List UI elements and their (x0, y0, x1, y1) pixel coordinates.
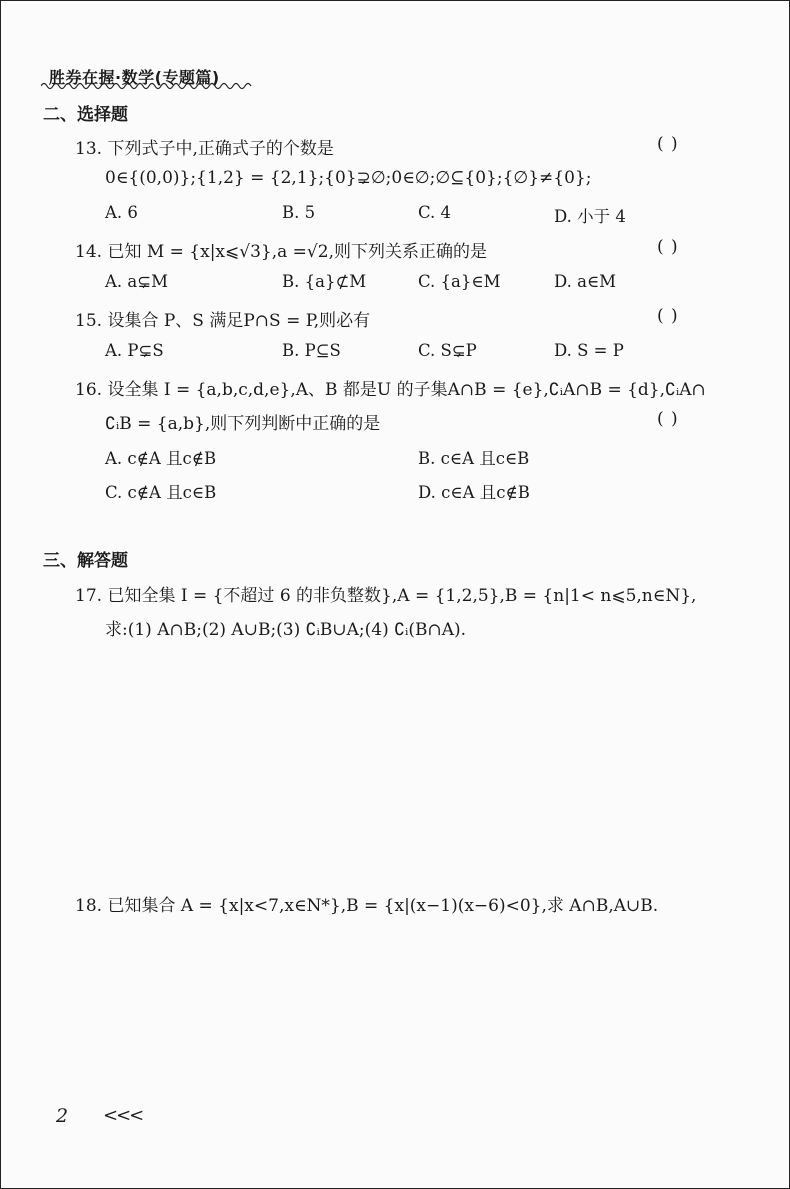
question-14-option-a: A. a⊊M (105, 272, 168, 291)
question-15-option-a: A. P⊊S (105, 341, 164, 360)
question-16-stem: 16. 设全集 I = {a,b,c,d,e},A、B 都是U 的子集A∩B = {e},∁ᵢA∩B = {d},∁ᵢA∩ (75, 380, 706, 400)
question-13-option-c: C. 4 (418, 203, 452, 222)
question-13-expressions: 0∈{(0,0)};{1,2} = {2,1};{0}⊋∅;0∈∅;∅⊆{0};{∅}≠{0}; (105, 168, 592, 188)
question-15-option-d: D. S = P (554, 341, 624, 360)
question-13-option-a: A. 6 (105, 203, 138, 222)
question-16-option-d: D. c∈A 且c∉B (418, 483, 530, 502)
question-16-option-b: B. c∈A 且c∈B (418, 449, 530, 468)
question-16-option-c: C. c∉A 且c∈B (105, 483, 217, 502)
question-14-stem: 14. 已知 M = {x|x⩽√3},a =√2,则下列关系正确的是 (75, 242, 487, 262)
question-14-option-c: C. {a}∈M (418, 272, 501, 291)
question-15-option-c: C. S⊊P (418, 341, 477, 360)
book-title: 胜券在握·数学(专题篇) (49, 68, 220, 87)
question-17-subparts: 求:(1) A∩B;(2) A∪B;(3) ∁ᵢB∪A;(4) ∁ᵢ(B∩A). (105, 620, 467, 640)
footer-arrows: <<< (103, 1105, 143, 1126)
question-18-stem: 18. 已知集合 A = {x|x<7,x∈N*},B = {x|(x−1)(x−6)<0},求 A∩B,A∪B. (75, 896, 659, 916)
question-13-answer-bracket: ( ) (657, 134, 679, 154)
section-choice-heading: 二、选择题 (43, 105, 128, 125)
question-16-option-a: A. c∉A 且c∉B (105, 449, 217, 468)
question-14-option-b: B. {a}⊄M (282, 272, 367, 291)
question-15-stem: 15. 设集合 P、S 满足P∩S = P,则必有 (75, 311, 371, 331)
question-15-option-b: B. P⊆S (282, 341, 341, 360)
question-16-stem-continued: ∁ᵢB = {a,b},则下列判断中正确的是 (105, 414, 381, 434)
page-number: 2 (56, 1105, 69, 1127)
question-14-option-d: D. a∈M (554, 272, 617, 291)
section-answer-heading: 三、解答题 (43, 551, 128, 571)
wavy-underline (41, 81, 256, 91)
question-16-answer-bracket: ( ) (657, 409, 679, 429)
question-13-option-b: B. 5 (282, 203, 316, 222)
question-17-stem: 17. 已知全集 I = {不超过 6 的非负整数},A = {1,2,5},B = {n|1< n⩽5,n∈N}, (75, 586, 697, 606)
question-13-option-d: D. 小于 4 (554, 207, 626, 226)
question-15-answer-bracket: ( ) (657, 306, 679, 326)
question-14-answer-bracket: ( ) (657, 237, 679, 257)
question-13-stem: 13. 下列式子中,正确式子的个数是 (75, 139, 334, 159)
